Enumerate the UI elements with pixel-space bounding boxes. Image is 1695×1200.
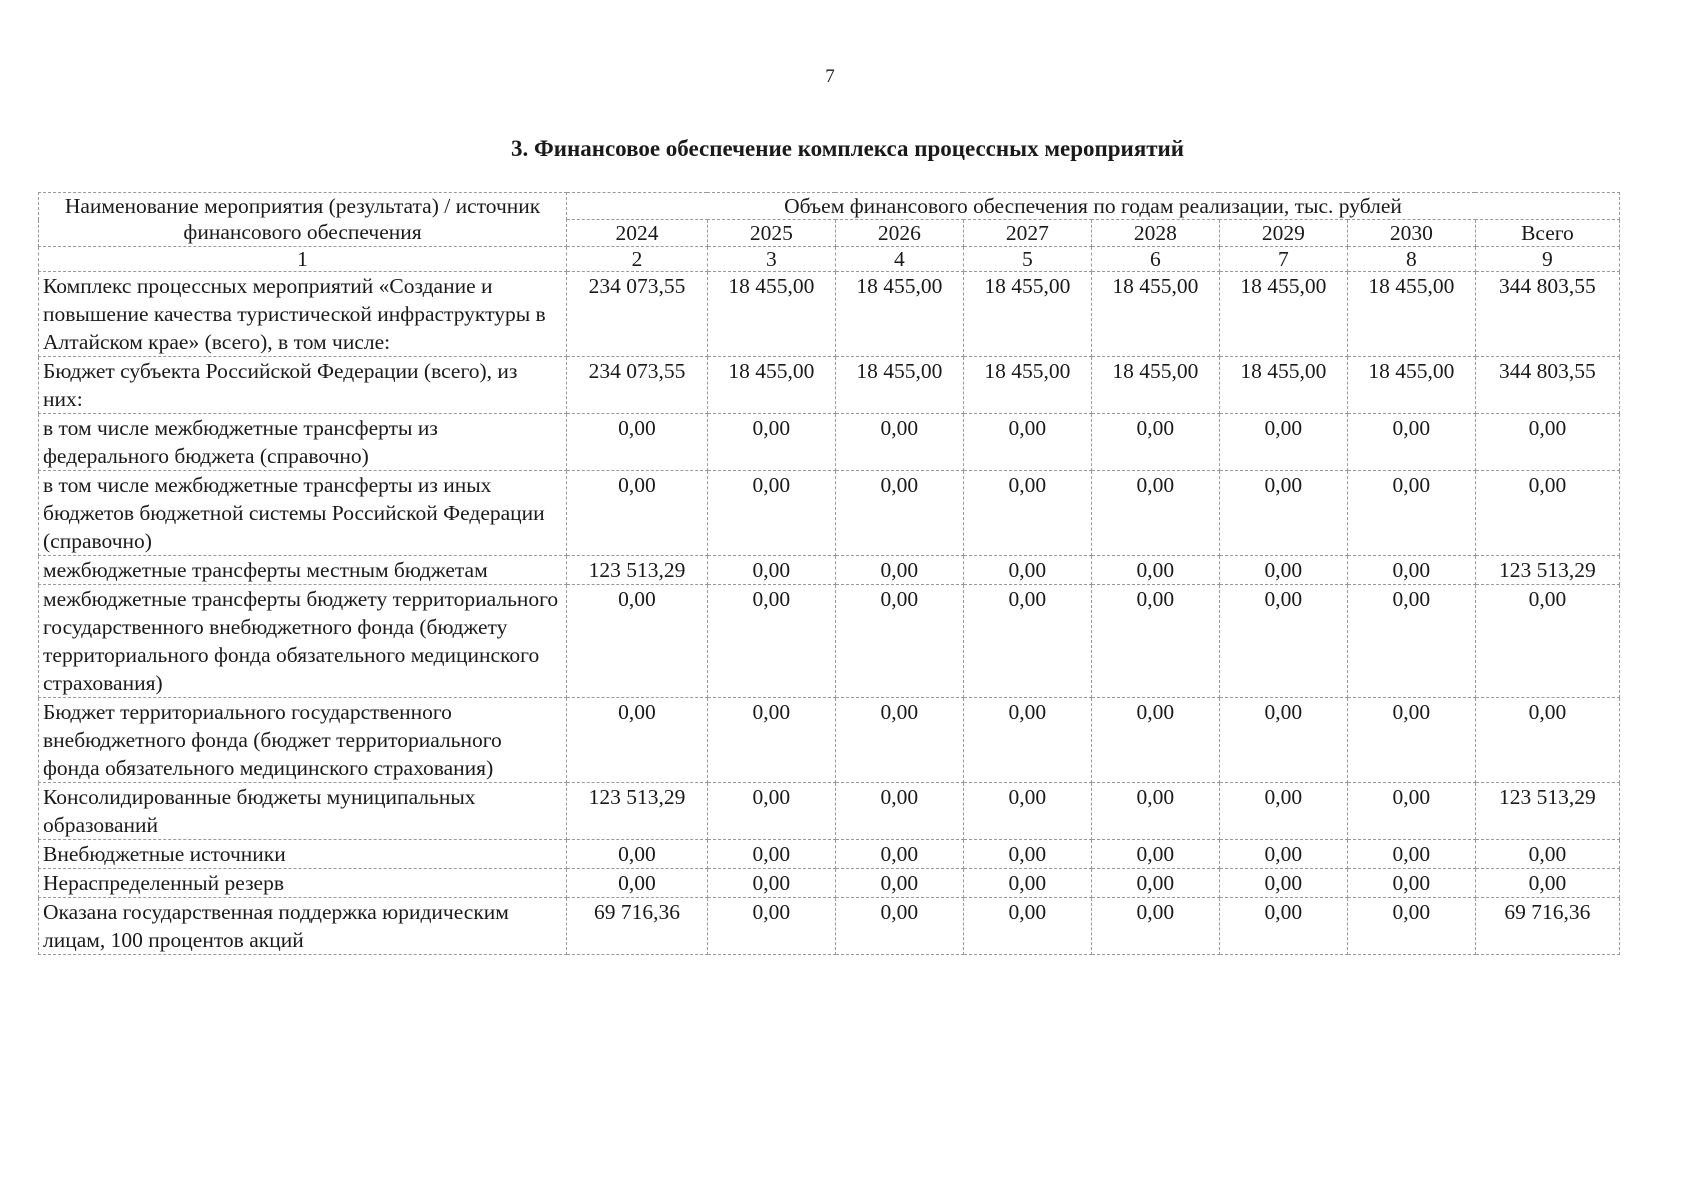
- row-name: межбюджетные трансферты местным бюджетам: [39, 556, 567, 585]
- row-year-value: 18 455,00: [963, 272, 1091, 357]
- row-year-value: 0,00: [1219, 840, 1347, 869]
- row-name: Бюджет территориального государственного внебюджетного фонда (бюджет территориального фонда обязательного медицинского страхования): [39, 698, 567, 783]
- row-total-value: 0,00: [1475, 414, 1619, 471]
- row-year-value: 18 455,00: [1091, 272, 1219, 357]
- row-total-value: 0,00: [1475, 698, 1619, 783]
- row-year-value: 0,00: [707, 783, 835, 840]
- row-year-value: 0,00: [1347, 898, 1475, 955]
- table-row: [39, 414, 1620, 471]
- row-year-value: 0,00: [835, 585, 963, 698]
- row-year-value: 18 455,00: [707, 357, 835, 414]
- row-total-value: 123 513,29: [1475, 556, 1619, 585]
- column-number: 7: [1219, 247, 1347, 272]
- table-row: [39, 869, 1620, 898]
- row-year-value: 0,00: [1219, 898, 1347, 955]
- row-year-value: 18 455,00: [1347, 272, 1475, 357]
- row-total-value: 0,00: [1475, 471, 1619, 556]
- row-year-value: 18 455,00: [1219, 357, 1347, 414]
- year-header: 2024: [567, 220, 708, 247]
- row-year-value: 0,00: [963, 783, 1091, 840]
- row-year-value: 0,00: [1091, 698, 1219, 783]
- financing-table: [38, 192, 1620, 955]
- row-name: Консолидированные бюджеты муниципальных образований: [39, 783, 567, 840]
- row-name: Комплекс процессных мероприятий «Создание и повышение качества туристической инфраструктуры в Алтайском крае» (всего), в том числе:: [39, 272, 567, 357]
- year-header: 2030: [1347, 220, 1475, 247]
- row-year-value: 0,00: [963, 698, 1091, 783]
- table-row: [39, 698, 1620, 783]
- row-year-value: 0,00: [1347, 840, 1475, 869]
- row-year-value: 0,00: [1219, 869, 1347, 898]
- row-year-value: 0,00: [567, 585, 708, 698]
- year-header: 2029: [1219, 220, 1347, 247]
- row-year-value: 0,00: [1347, 698, 1475, 783]
- table-row: [39, 272, 1620, 357]
- row-total-value: 344 803,55: [1475, 272, 1619, 357]
- row-year-value: 0,00: [963, 898, 1091, 955]
- row-year-value: 234 073,55: [567, 272, 708, 357]
- row-year-value: 0,00: [567, 869, 708, 898]
- row-year-value: 0,00: [963, 471, 1091, 556]
- row-year-value: 0,00: [835, 414, 963, 471]
- row-year-value: 0,00: [1091, 585, 1219, 698]
- row-total-value: 123 513,29: [1475, 783, 1619, 840]
- table-row: [39, 357, 1620, 414]
- row-year-value: 0,00: [707, 471, 835, 556]
- row-total-value: 0,00: [1475, 585, 1619, 698]
- row-year-value: 0,00: [567, 471, 708, 556]
- column-number-row: [39, 247, 1620, 272]
- row-year-value: 0,00: [1091, 783, 1219, 840]
- row-year-value: 18 455,00: [835, 272, 963, 357]
- row-year-value: 0,00: [1219, 414, 1347, 471]
- table-body: [39, 272, 1620, 955]
- row-year-value: 0,00: [1091, 898, 1219, 955]
- row-year-value: 0,00: [1091, 556, 1219, 585]
- row-year-value: 0,00: [963, 556, 1091, 585]
- row-year-value: 0,00: [963, 840, 1091, 869]
- row-year-value: 0,00: [1347, 783, 1475, 840]
- row-year-value: 0,00: [1091, 414, 1219, 471]
- name-column-header: Наименование мероприятия (результата) / источник финансового обеспечения: [39, 193, 567, 247]
- row-year-value: 0,00: [567, 840, 708, 869]
- row-year-value: 123 513,29: [567, 556, 708, 585]
- table-row: [39, 898, 1620, 955]
- total-header: Всего: [1475, 220, 1619, 247]
- row-total-value: 0,00: [1475, 869, 1619, 898]
- table-row: [39, 471, 1620, 556]
- row-year-value: 123 513,29: [567, 783, 708, 840]
- row-year-value: 0,00: [707, 698, 835, 783]
- row-name: Бюджет субъекта Российской Федерации (всего), из них:: [39, 357, 567, 414]
- column-number: 9: [1475, 247, 1619, 272]
- table-row: [39, 783, 1620, 840]
- row-year-value: 0,00: [707, 585, 835, 698]
- volume-header: Объем финансового обеспечения по годам реализации, тыс. рублей: [567, 193, 1620, 220]
- row-year-value: 0,00: [707, 898, 835, 955]
- year-header: 2026: [835, 220, 963, 247]
- table-row: [39, 585, 1620, 698]
- row-year-value: 0,00: [567, 414, 708, 471]
- row-year-value: 18 455,00: [1347, 357, 1475, 414]
- row-year-value: 0,00: [1219, 556, 1347, 585]
- row-year-value: 0,00: [1219, 698, 1347, 783]
- row-year-value: 0,00: [1347, 471, 1475, 556]
- table-row: [39, 556, 1620, 585]
- row-year-value: 0,00: [1347, 585, 1475, 698]
- row-year-value: 0,00: [1219, 783, 1347, 840]
- row-year-value: 0,00: [835, 698, 963, 783]
- column-number: 8: [1347, 247, 1475, 272]
- column-number: 4: [835, 247, 963, 272]
- year-header: 2028: [1091, 220, 1219, 247]
- row-name: в том числе межбюджетные трансферты из иных бюджетов бюджетной системы Российской Федерации (справочно): [39, 471, 567, 556]
- row-year-value: 0,00: [1219, 585, 1347, 698]
- row-name: в том числе межбюджетные трансферты из федерального бюджета (справочно): [39, 414, 567, 471]
- row-year-value: 18 455,00: [835, 357, 963, 414]
- row-year-value: 0,00: [707, 840, 835, 869]
- year-header: 2025: [707, 220, 835, 247]
- row-year-value: 0,00: [1091, 869, 1219, 898]
- row-year-value: 0,00: [1347, 414, 1475, 471]
- row-year-value: 0,00: [835, 840, 963, 869]
- row-name: межбюджетные трансферты бюджету территориального государственного внебюджетного фонда (бюджету территориального фонда обязательного медицинского страхования): [39, 585, 567, 698]
- row-name: Оказана государственная поддержка юридическим лицам, 100 процентов акций: [39, 898, 567, 955]
- row-year-value: 0,00: [963, 414, 1091, 471]
- column-number: 2: [567, 247, 708, 272]
- row-year-value: 0,00: [1347, 869, 1475, 898]
- row-year-value: 0,00: [707, 869, 835, 898]
- row-year-value: 0,00: [707, 414, 835, 471]
- row-year-value: 0,00: [835, 556, 963, 585]
- row-year-value: 0,00: [963, 869, 1091, 898]
- column-number: 1: [39, 247, 567, 272]
- row-year-value: 0,00: [1219, 471, 1347, 556]
- row-year-value: 234 073,55: [567, 357, 708, 414]
- section-title: 3. Финансовое обеспечение комплекса процессных мероприятий: [510, 136, 1185, 161]
- column-number: 5: [963, 247, 1091, 272]
- row-total-value: 344 803,55: [1475, 357, 1619, 414]
- row-year-value: 18 455,00: [1091, 357, 1219, 414]
- row-year-value: 0,00: [567, 698, 708, 783]
- row-total-value: 69 716,36: [1475, 898, 1619, 955]
- row-year-value: 0,00: [707, 556, 835, 585]
- row-year-value: 0,00: [1091, 840, 1219, 869]
- page-number: 7: [825, 66, 835, 87]
- row-name: Внебюджетные источники: [39, 840, 567, 869]
- row-year-value: 0,00: [835, 471, 963, 556]
- row-year-value: 18 455,00: [963, 357, 1091, 414]
- row-year-value: 0,00: [963, 585, 1091, 698]
- row-total-value: 0,00: [1475, 840, 1619, 869]
- table-row: [39, 840, 1620, 869]
- year-header: 2027: [963, 220, 1091, 247]
- row-year-value: 0,00: [835, 783, 963, 840]
- row-year-value: 18 455,00: [1219, 272, 1347, 357]
- row-year-value: 69 716,36: [567, 898, 708, 955]
- row-name: Нераспределенный резерв: [39, 869, 567, 898]
- row-year-value: 0,00: [1347, 556, 1475, 585]
- column-number: 6: [1091, 247, 1219, 272]
- row-year-value: 0,00: [835, 898, 963, 955]
- column-number: 3: [707, 247, 835, 272]
- row-year-value: 18 455,00: [707, 272, 835, 357]
- row-year-value: 0,00: [1091, 471, 1219, 556]
- row-year-value: 0,00: [835, 869, 963, 898]
